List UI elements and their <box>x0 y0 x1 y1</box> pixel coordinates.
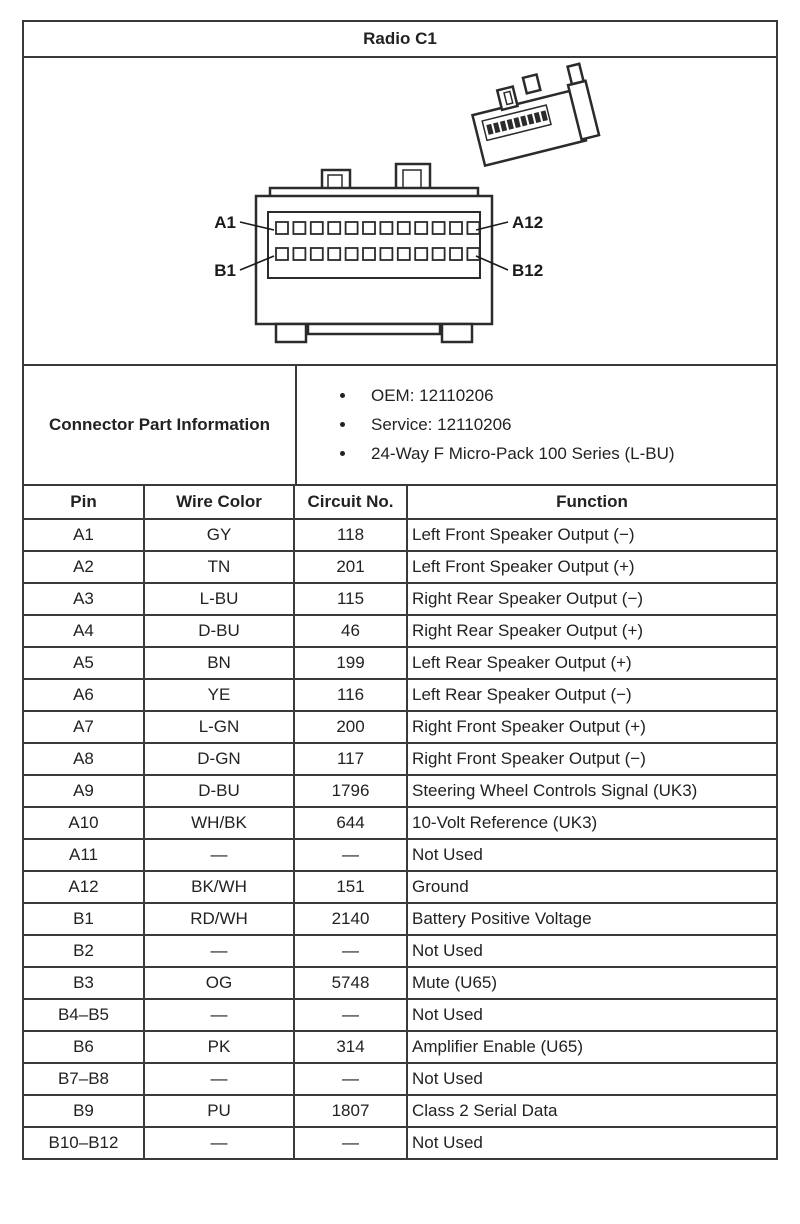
label-b1: B1 <box>214 261 236 280</box>
small-connector <box>467 63 600 165</box>
pin-cell: B6 <box>23 1031 144 1063</box>
table-row <box>23 1127 777 1159</box>
table-row <box>23 1031 777 1063</box>
circuit-no-cell: 314 <box>294 1031 407 1063</box>
wire-color-cell: BN <box>144 647 294 679</box>
pin-cell: B4–B5 <box>23 999 144 1031</box>
header-pin: Pin <box>23 485 144 519</box>
wire-color-cell: PK <box>144 1031 294 1063</box>
pinout-table-body <box>23 519 777 1159</box>
circuit-no-cell: 5748 <box>294 967 407 999</box>
pin-cell: B7–B8 <box>23 1063 144 1095</box>
function-cell: Left Rear Speaker Output (+) <box>407 647 777 679</box>
function-cell: Class 2 Serial Data <box>407 1095 777 1127</box>
circuit-no-cell: — <box>294 1063 407 1095</box>
label-a1: A1 <box>214 213 236 232</box>
pin-cell: B3 <box>23 967 144 999</box>
circuit-no-cell: 118 <box>294 519 407 551</box>
function-cell: Left Front Speaker Output (+) <box>407 551 777 583</box>
wire-color-cell: TN <box>144 551 294 583</box>
table-row <box>23 679 777 711</box>
wire-color-cell: — <box>144 1063 294 1095</box>
pin-cell: A3 <box>23 583 144 615</box>
function-cell: Amplifier Enable (U65) <box>407 1031 777 1063</box>
function-cell: Not Used <box>407 1127 777 1159</box>
connector-diagram-cell <box>22 56 778 366</box>
table-row <box>23 743 777 775</box>
circuit-no-cell: — <box>294 1127 407 1159</box>
part-info-service: • Service: 12110206 <box>357 415 675 435</box>
function-cell: Steering Wheel Controls Signal (UK3) <box>407 775 777 807</box>
function-cell: Left Rear Speaker Output (−) <box>407 679 777 711</box>
pin-cell: A6 <box>23 679 144 711</box>
radio-c1-connector-sheet <box>22 20 778 1160</box>
pin-cell: A4 <box>23 615 144 647</box>
circuit-no-cell: 46 <box>294 615 407 647</box>
circuit-no-cell: — <box>294 839 407 871</box>
circuit-no-cell: 117 <box>294 743 407 775</box>
function-cell: 10-Volt Reference (UK3) <box>407 807 777 839</box>
function-cell: Battery Positive Voltage <box>407 903 777 935</box>
part-info-list <box>357 377 675 473</box>
wire-color-cell: D-BU <box>144 775 294 807</box>
pin-cell: B9 <box>23 1095 144 1127</box>
table-row <box>23 807 777 839</box>
function-cell: Left Front Speaker Output (−) <box>407 519 777 551</box>
pin-cell: A7 <box>23 711 144 743</box>
header-wire-color: Wire Color <box>144 485 294 519</box>
part-info-label: Connector Part Information <box>24 366 297 484</box>
circuit-no-cell: — <box>294 935 407 967</box>
circuit-no-cell: — <box>294 999 407 1031</box>
wire-color-cell: RD/WH <box>144 903 294 935</box>
function-cell: Right Rear Speaker Output (+) <box>407 615 777 647</box>
header-circuit-no: Circuit No. <box>294 485 407 519</box>
function-cell: Not Used <box>407 839 777 871</box>
table-row <box>23 775 777 807</box>
pin-cell: A1 <box>23 519 144 551</box>
pin-cell: A2 <box>23 551 144 583</box>
table-row <box>23 1063 777 1095</box>
table-row <box>23 935 777 967</box>
pin-cell: A5 <box>23 647 144 679</box>
wire-color-cell: OG <box>144 967 294 999</box>
circuit-no-cell: 199 <box>294 647 407 679</box>
wire-color-cell: PU <box>144 1095 294 1127</box>
table-row <box>23 967 777 999</box>
wire-color-cell: L-BU <box>144 583 294 615</box>
page-title: Radio C1 <box>22 20 778 58</box>
wire-color-cell: BK/WH <box>144 871 294 903</box>
pin-cell: B1 <box>23 903 144 935</box>
wire-color-cell: D-GN <box>144 743 294 775</box>
wire-color-cell: — <box>144 999 294 1031</box>
connector-illustration <box>24 58 776 364</box>
circuit-no-cell: 201 <box>294 551 407 583</box>
function-cell: Ground <box>407 871 777 903</box>
part-info-type: • 24-Way F Micro-Pack 100 Series (L-BU) <box>357 444 675 464</box>
function-cell: Right Rear Speaker Output (−) <box>407 583 777 615</box>
table-row <box>23 551 777 583</box>
pinout-table <box>22 484 778 1160</box>
pin-cell: A12 <box>23 871 144 903</box>
table-row <box>23 711 777 743</box>
table-row <box>23 519 777 551</box>
function-cell: Not Used <box>407 999 777 1031</box>
pin-cell: A10 <box>23 807 144 839</box>
connector-part-info-row <box>22 364 778 486</box>
pinout-header-row <box>23 485 777 519</box>
wire-color-cell: — <box>144 935 294 967</box>
table-row <box>23 615 777 647</box>
table-row <box>23 999 777 1031</box>
pin-cell: A9 <box>23 775 144 807</box>
part-info-oem: • OEM: 12110206 <box>357 386 675 406</box>
part-info-details <box>297 366 776 484</box>
circuit-no-cell: 1796 <box>294 775 407 807</box>
table-row <box>23 903 777 935</box>
circuit-no-cell: 200 <box>294 711 407 743</box>
function-cell: Right Front Speaker Output (−) <box>407 743 777 775</box>
circuit-no-cell: 2140 <box>294 903 407 935</box>
circuit-no-cell: 644 <box>294 807 407 839</box>
label-a12: A12 <box>512 213 544 232</box>
table-row <box>23 871 777 903</box>
wire-color-cell: YE <box>144 679 294 711</box>
pin-cell: B10–B12 <box>23 1127 144 1159</box>
table-row <box>23 583 777 615</box>
table-row <box>23 839 777 871</box>
wire-color-cell: WH/BK <box>144 807 294 839</box>
main-connector <box>256 164 492 342</box>
circuit-no-cell: 151 <box>294 871 407 903</box>
function-cell: Mute (U65) <box>407 967 777 999</box>
circuit-no-cell: 1807 <box>294 1095 407 1127</box>
function-cell: Right Front Speaker Output (+) <box>407 711 777 743</box>
header-function: Function <box>407 485 777 519</box>
table-row <box>23 1095 777 1127</box>
pin-cell: A8 <box>23 743 144 775</box>
wire-color-cell: D-BU <box>144 615 294 647</box>
circuit-no-cell: 116 <box>294 679 407 711</box>
pin-cell: A11 <box>23 839 144 871</box>
wire-color-cell: — <box>144 1127 294 1159</box>
wire-color-cell: — <box>144 839 294 871</box>
wire-color-cell: L-GN <box>144 711 294 743</box>
circuit-no-cell: 115 <box>294 583 407 615</box>
pin-cell: B2 <box>23 935 144 967</box>
table-row <box>23 647 777 679</box>
wire-color-cell: GY <box>144 519 294 551</box>
function-cell: Not Used <box>407 1063 777 1095</box>
label-b12: B12 <box>512 261 544 280</box>
function-cell: Not Used <box>407 935 777 967</box>
